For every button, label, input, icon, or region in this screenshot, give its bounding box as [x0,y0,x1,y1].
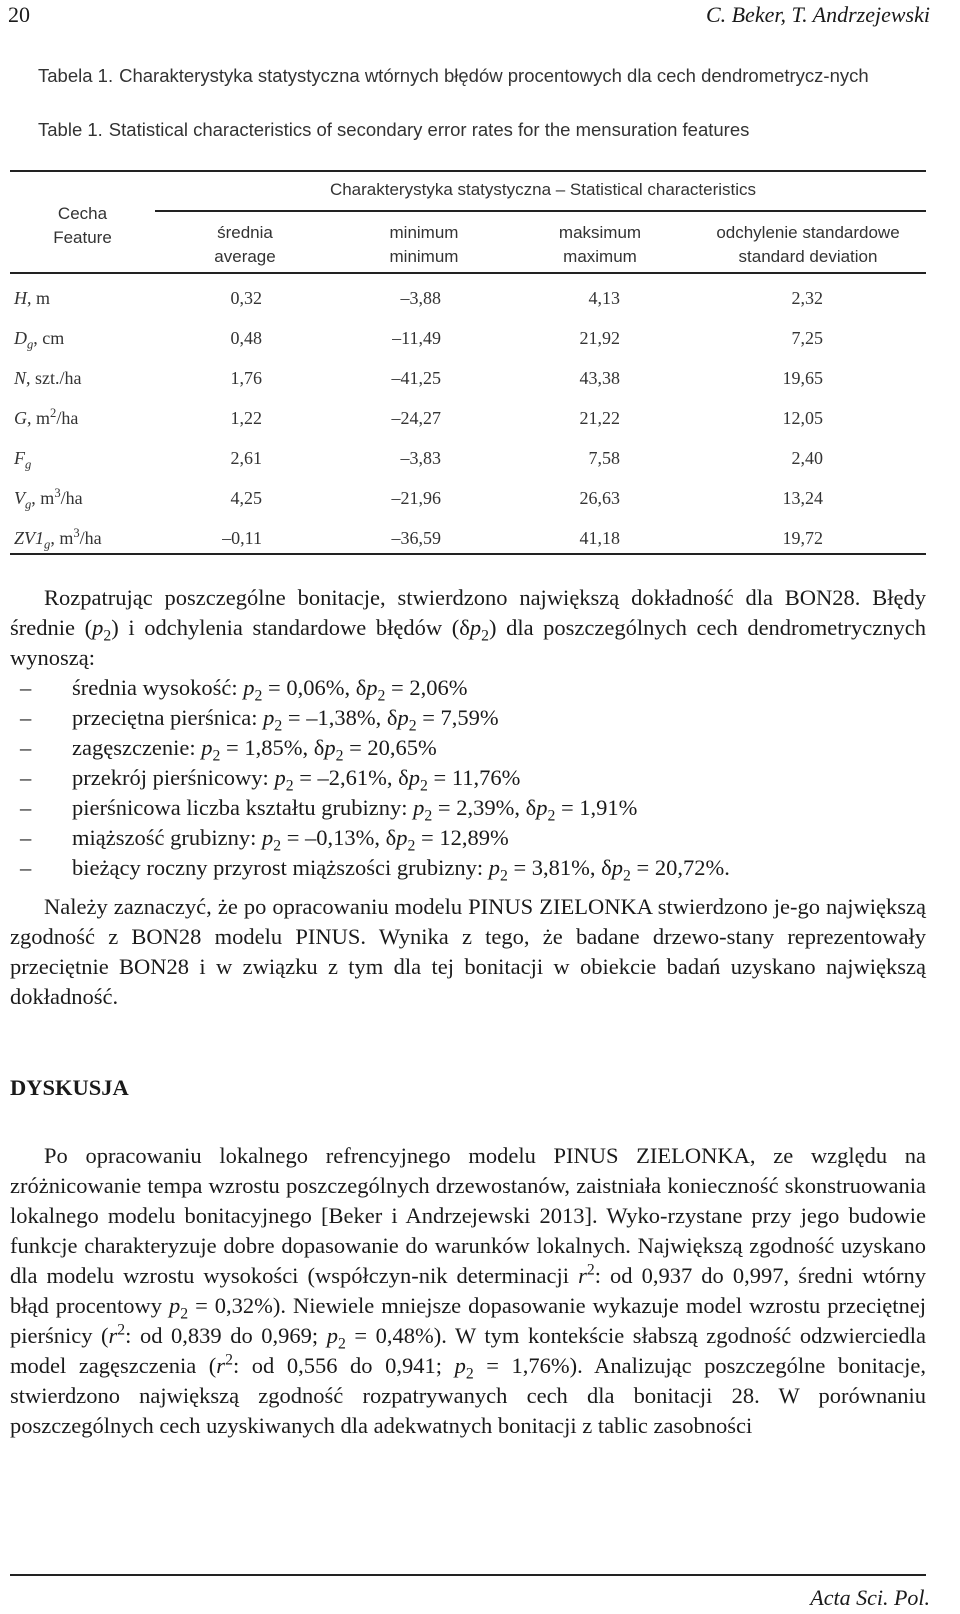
col-average-en: average [214,247,276,266]
caption-text-en: Statistical characteristics of secondary error rates for the mensuration features [108,119,750,140]
page-number: 20 [8,2,30,27]
table-cell: 13,24 [782,488,823,508]
col-stddev-pl: odchylenie standardowe [716,223,900,242]
table-row-feature: $D_g$, cm [14,328,65,352]
table-cell: 0,32 [230,288,262,308]
footer-rule [10,1574,926,1576]
list-item: – pierśnicowa liczba kształtu grubizny: $p_2 = 2,39\%$, $\delta p_2 = 1,91\%$ [10,793,926,823]
table-cell: –0,11 [222,528,262,548]
caption-text-pl: Charakterystyka statystyczna wtórnych błędów procentowych dla cech dendrometrycz-nych [119,65,869,86]
table-cell: –36,59 [391,528,441,548]
list-item: – przeciętna pierśnica: $p_2 = -1,38\%$, $\delta p_2 = 7,59\%$ [10,703,926,733]
table-caption-en [38,118,928,142]
table-cell: 21,22 [579,408,620,428]
table-cell: 7,58 [588,448,620,468]
table-cell: –41,25 [391,368,441,388]
table-row-feature: N, szt./ha [14,368,82,388]
table-row-feature: $V_g$, $m^3/ha$ [14,486,83,512]
table-cell: 1,22 [230,408,262,428]
table-cell: 2,32 [791,288,823,308]
table-cell: 12,05 [782,408,823,428]
col-stddev-en: standard deviation [738,247,878,266]
table-cell: –21,96 [391,488,441,508]
caption-label-en: Table 1. [38,119,103,140]
section-heading: DYSKUSJA [10,1075,129,1100]
feature-header-en: Feature [53,228,112,247]
col-maximum-en: maximum [563,247,637,266]
table-top-rule [10,170,926,172]
table-row-feature: H, m [14,288,51,308]
table-cell: 19,72 [782,528,823,548]
list-item: – przekrój pierśnicowy: $p_2 = -2,61\%$, $\delta p_2 = 11,76\%$ [10,763,926,793]
col-maximum-pl: maksimum [558,223,642,242]
table-row-feature: G, $m^2/ha$ [14,406,79,428]
list-item: – miąższość grubizny: $p_2 = -0,13\%$, $\delta p_2 = 12,89\%$ [10,823,926,853]
table-cell: 19,65 [782,368,823,388]
list-item: – zagęszczenie: $p_2 = 1,85\%$, $\delta p_2 = 20,65\%$ [10,733,926,763]
table-group-rule [155,210,926,212]
table-cell: –3,88 [400,288,441,308]
error-list [10,673,926,883]
table-cell: 43,38 [579,368,620,388]
feature-header-pl: Cecha [57,204,108,223]
list-item: – bieżący roczny przyrost miąższości grubizny: $p_2 = 3,81\%$, $\delta p_2 = 20,72\%$. [10,853,926,883]
table-cell: 7,25 [791,328,823,348]
table-cell: –3,83 [400,448,441,468]
caption-label-pl: Tabela 1. [38,65,114,86]
list-item: – średnia wysokość: $p_2 = 0,06\%$, $\delta p_2 = 2,06\%$ [10,673,926,703]
col-minimum-pl: minimum [389,223,459,242]
group-header: Charakterystyka statystyczna – Statistical characteristics [329,180,757,199]
table-cell: 1,76 [230,368,262,388]
table-cell: 0,48 [230,328,262,348]
table-cell: 26,63 [579,488,620,508]
running-head: C. Beker, T. Andrzejewski [705,2,930,27]
col-average-pl: średnia [217,223,273,242]
discussion-paragraph: Po opracowaniu lokalnego refrencyjnego modelu PINUS ZIELONKA, ze względu na zróżnicowanie tempa wzrostu poszczególnych drzewostanów, zaistniała konieczność skonstruowania lokalnego modelu bonitacyjnego [Beker i Andrzejewski 2013]. Wyko-rzystane przy jego budowie funkcje charakteryzuje dobre dopasowanie do warunków lokalnych. Największą zgodność uzyskano dla modelu wzrostu wysokości (współczyn-nik determinacji $r^2$: od 0,937 do 0,997, średni wtórny błąd procentowy $p_2 = 0,32\%$). Niewiele mniejsze dopasowanie wykazuje model wzrostu przeciętnej pierśnicy ($r^2$: od 0,839 do 0,969; $p_2 = 0,48\%$). W tym kontekście słabszą zgodność odzwierciedla model zagęszczenia ($r^2$: od 0,556 do 0,941; $p_2 = 1,76\%$). Analizując poszczególne bonitacje, stwierdzono największą zgodność rozpatrywanych cech dla bonitacji 28. W porównaniu poszczególnych cech uzyskiwanych dla adekwatnych bonitacji z tablic zasobności [10,1143,926,1438]
table-cell: 2,61 [230,448,262,468]
table-cell: 41,18 [579,528,620,548]
table-cell: 2,40 [791,448,823,468]
table-head-rule [10,272,926,274]
table-row-feature: $ZV1_g$, $m^3/ha$ [14,526,102,552]
table-cell: 4,13 [588,288,620,308]
conclusion-paragraph: Należy zaznaczyć, że po opracowaniu modelu PINUS ZIELONKA stwierdzono je-go największą zgodność z BON28 modelu PINUS. Wynika z tego, że badane drzewo-stany reprezentowały przeciętnie BON28 i w związku z tym dla tej bonitacji w obiekcie badań uzyskano największą dokładność. [10,894,926,1009]
table-cell: –24,27 [391,408,441,428]
table-bottom-rule [10,553,926,555]
table-cell: 4,25 [230,488,262,508]
table-cell: 21,92 [579,328,620,348]
col-minimum-en: minimum [389,247,459,266]
table-cell: –11,49 [392,328,441,348]
results-paragraph: Rozpatrując poszczególne bonitacje, stwierdzono największą dokładność dla BON28. Błędy średnie $(p_2)$ i odchylenia standardowe błędów $(\delta p_2)$ dla poszczególnych cech dendrometrycznych wynoszą: – średnia wysokość: $p_2 = 0,06\%$, $\delta p_2 = 2,06\%$ – przeciętna pierśnica: $p_2 = -1,38\%$, $\delta p_2 = 7,59\%$ – zagęszczenie: $p_2 = 1,85\%$, $\delta p_2 = 20,65\%$ – przekrój pierśnicowy: $p_2 = -2,61\%$, $\delta p_2 = 11,76\%$ – pierśnicowa liczba kształtu grubizny: $p_2 = 2,39\%$, $\delta p_2 = 1,91\%$ – miąższość grubizny: $p_2 = -0,13\%$, $\delta p_2 = 12,89\%$ – bieżący roczny przyrost miąższości grubizny: $p_2 = 3,81\%$, $\delta p_2 = 20,72\%$. [10,583,926,883]
statistics-table [0,170,960,555]
footer-journal: Acta Sci. Pol. [810,1585,930,1610]
table-row-feature: $F_g$ [14,448,32,472]
table-caption-pl [38,64,928,88]
